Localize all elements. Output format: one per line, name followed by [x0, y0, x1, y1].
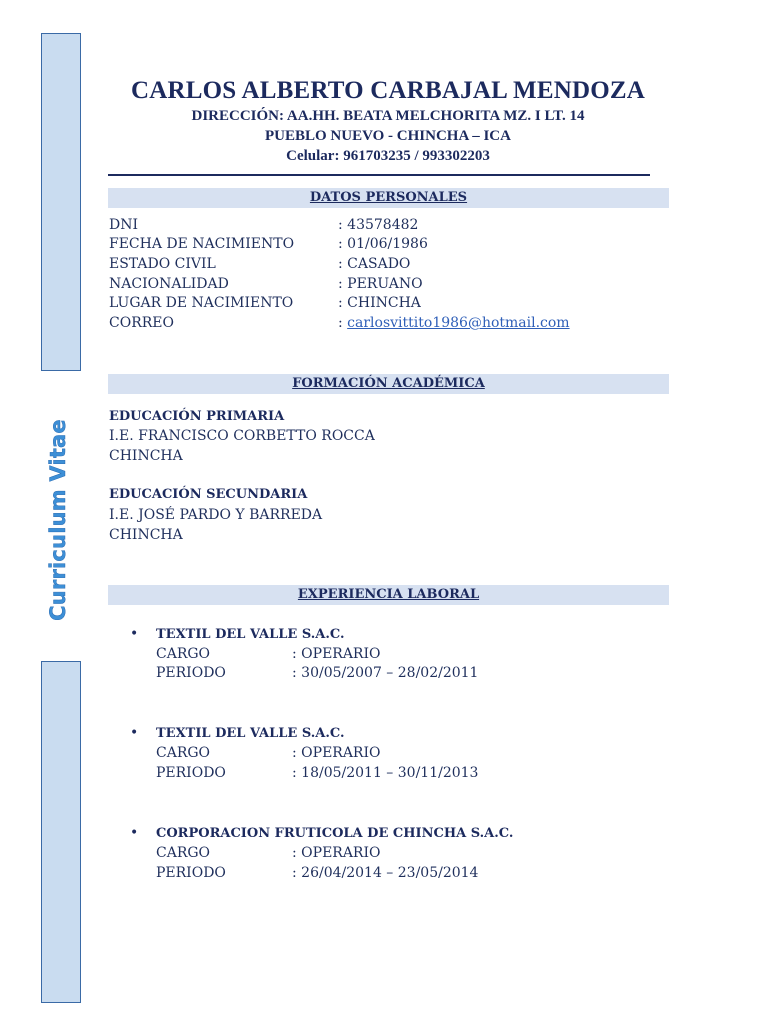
job-periodo-label: PERIODO	[156, 765, 226, 781]
personal-value	[338, 315, 570, 331]
secondary-school: I.E. JOSÉ PARDO Y BARREDA	[109, 507, 323, 523]
job-cargo-value: : OPERARIO	[292, 845, 381, 861]
sidebar-top-bar	[41, 33, 81, 371]
primary-school: I.E. FRANCISCO CORBETTO ROCCA	[109, 428, 375, 444]
personal-value: : 43578482	[338, 217, 419, 233]
personal-label: NACIONALIDAD	[109, 276, 229, 292]
candidate-name: CARLOS ALBERTO CARBAJAL MENDOZA	[131, 77, 645, 104]
sidebar-bottom-bar	[41, 661, 81, 1003]
job-company: TEXTIL DEL VALLE S.A.C.	[156, 627, 345, 642]
job-periodo-label: PERIODO	[156, 865, 226, 881]
personal-value: : PERUANO	[338, 276, 423, 292]
job-cargo-label: CARGO	[156, 646, 211, 662]
personal-label: ESTADO CIVIL	[109, 256, 216, 272]
section-heading-education: FORMACIÓN ACADÉMICA	[108, 374, 669, 394]
bullet-icon: •	[130, 825, 139, 841]
email-link[interactable]: carlosvittito1986@hotmail.com	[347, 315, 570, 331]
job-cargo-value: : OPERARIO	[292, 745, 381, 761]
personal-value: : CHINCHA	[338, 295, 421, 311]
address-line-1: DIRECCIÓN: AA.HH. BEATA MELCHORITA MZ. I LT. 14	[191, 108, 585, 124]
job-cargo-label: CARGO	[156, 845, 211, 861]
job-company: TEXTIL DEL VALLE S.A.C.	[156, 726, 345, 741]
sidebar-title-text: Curriculum Vitae	[46, 419, 70, 621]
address-line-2: PUEBLO NUEVO - CHINCHA – ICA	[265, 128, 511, 144]
secondary-education-title: EDUCACIÓN SECUNDARIA	[109, 487, 308, 502]
primary-city: CHINCHA	[109, 448, 183, 464]
bullet-icon: •	[130, 725, 139, 741]
section-heading-personal: DATOS PERSONALES	[108, 188, 669, 208]
job-cargo-value: : OPERARIO	[292, 646, 381, 662]
section-heading-experience: EXPERIENCIA LABORAL	[108, 585, 669, 605]
job-periodo-value: : 18/05/2011 – 30/11/2013	[292, 765, 479, 781]
job-periodo-value: : 30/05/2007 – 28/02/2011	[292, 665, 479, 681]
personal-value: : 01/06/1986	[338, 236, 428, 252]
primary-education-title: EDUCACIÓN PRIMARIA	[109, 409, 285, 424]
header-divider	[108, 174, 650, 176]
email-colon: :	[338, 315, 348, 331]
job-periodo-label: PERIODO	[156, 665, 226, 681]
job-cargo-label: CARGO	[156, 745, 211, 761]
phone-line: Celular: 961703235 / 993302203	[286, 148, 490, 164]
personal-label: LUGAR DE NACIMIENTO	[109, 295, 294, 311]
secondary-city: CHINCHA	[109, 527, 183, 543]
personal-label: DNI	[109, 217, 139, 233]
personal-label: CORREO	[109, 315, 174, 331]
personal-label: FECHA DE NACIMIENTO	[109, 236, 295, 252]
job-company: CORPORACION FRUTICOLA DE CHINCHA S.A.C.	[156, 826, 514, 841]
personal-value: : CASADO	[338, 256, 411, 272]
job-periodo-value: : 26/04/2014 – 23/05/2014	[292, 865, 479, 881]
bullet-icon: •	[130, 626, 139, 642]
